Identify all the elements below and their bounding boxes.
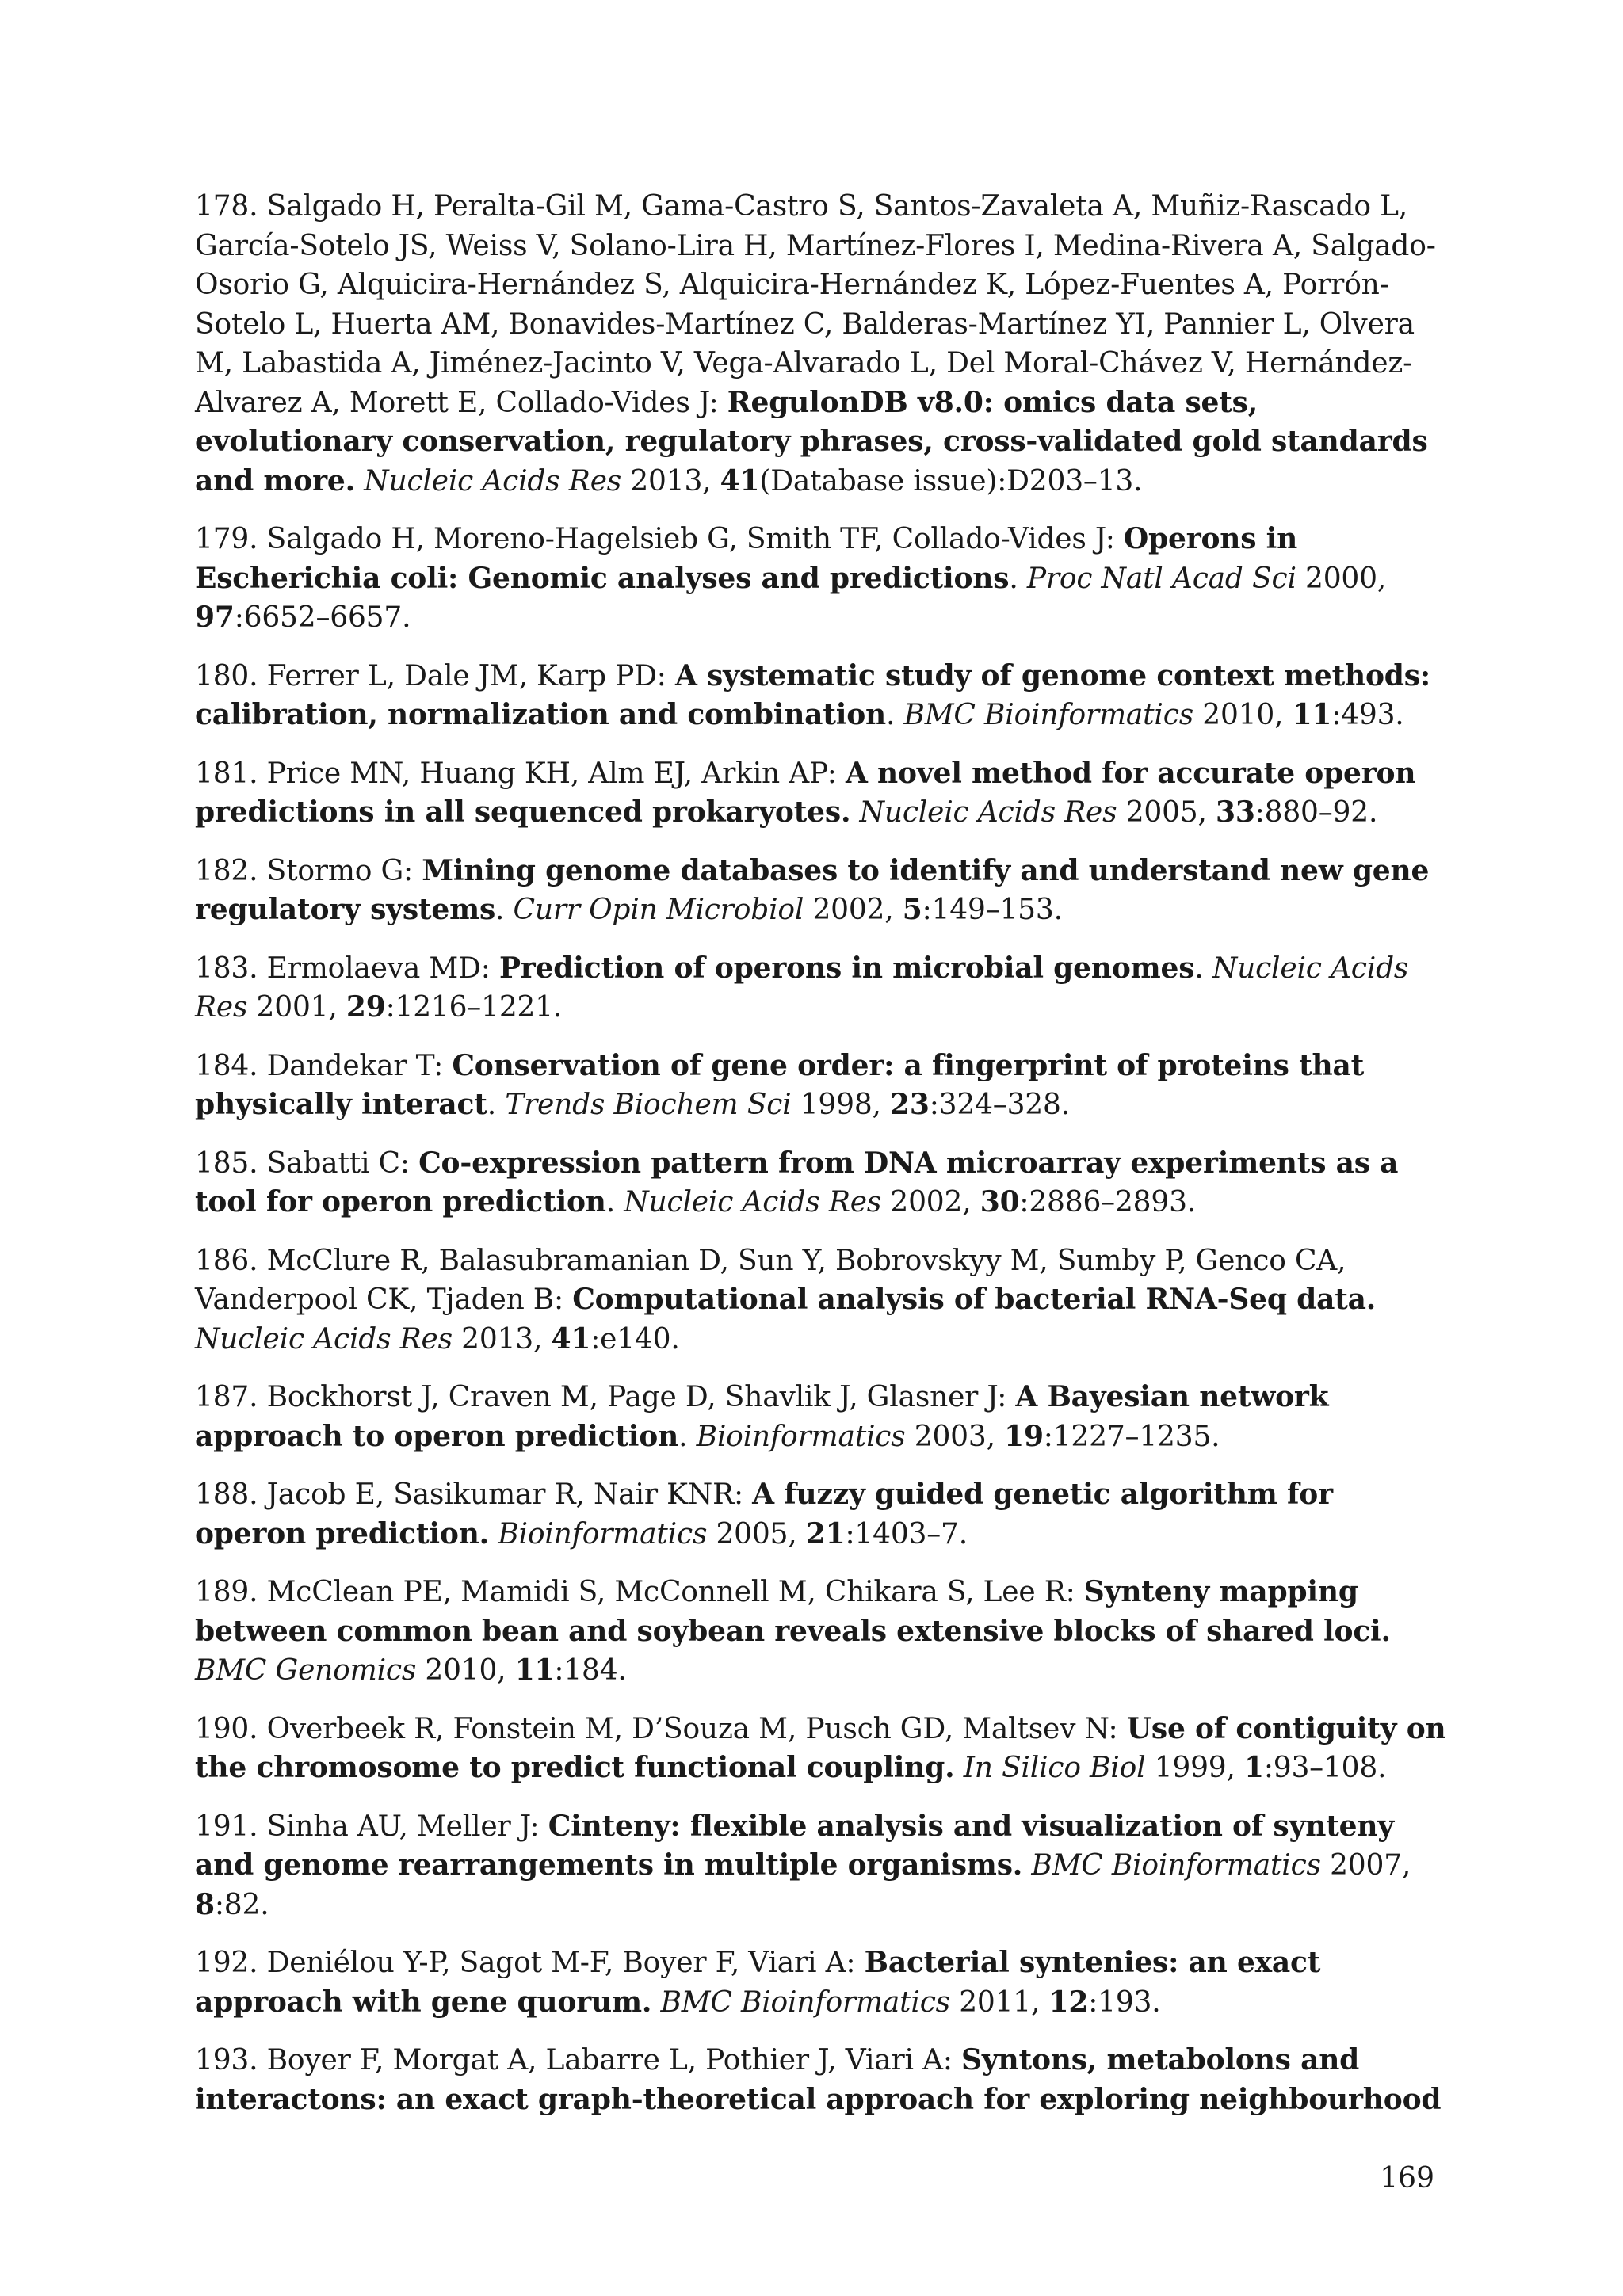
reference-journal: BMC Bioinformatics (660, 1985, 950, 2019)
reference-volume: 41 (720, 463, 760, 498)
reference-authors: McClure R, Balasubramanian D, Sun Y, Bobrovskyy M, Sumby P, Genco CA, Vanderpool CK, Tjaden B: (195, 1244, 1346, 1316)
reference-number: 187. (195, 1381, 258, 1413)
reference-number: 186. (195, 1244, 258, 1277)
reference-journal: Nucleic Acids Res (195, 1322, 453, 1356)
reference-number: 184. (195, 1049, 258, 1082)
reference-entry (195, 520, 1447, 638)
reference-volume: 11 (514, 1653, 555, 1687)
reference-authors: Price MN, Huang KH, Alm EJ, Arkin AP: (266, 757, 846, 790)
reference-journal: BMC Bioinformatics (1031, 1849, 1321, 1882)
reference-authors: Overbeek R, Fonstein M, D’Souza M, Pusch GD, Maltsev N: (266, 1712, 1127, 1745)
reference-journal: Nucleic Acids Res (624, 1186, 882, 1219)
reference-authors: Ferrer L, Dale JM, Karp PD: (266, 659, 675, 692)
reference-separator (355, 465, 364, 498)
reference-title: Operons in Escherichia coli: Genomic analyses and predictions (195, 522, 1298, 595)
page-number: 169 (1380, 2162, 1434, 2195)
reference-title: Mining genome databases to identify and understand new gene regulatory systems (195, 853, 1430, 926)
reference-entry (195, 1378, 1447, 1456)
reference-pages: :1403–7. (845, 1517, 968, 1550)
reference-journal: Bioinformatics (696, 1420, 906, 1453)
reference-year: 1998, (791, 1089, 891, 1121)
reference-number: 190. (195, 1712, 258, 1745)
reference-number: 192. (195, 1947, 258, 1979)
reference-pages: :1227–1235. (1043, 1420, 1220, 1453)
reference-entry (195, 657, 1447, 735)
reference-volume: 12 (1048, 1985, 1089, 2019)
reference-journal: BMC Bioinformatics (903, 699, 1193, 731)
reference-pages: :184. (554, 1654, 627, 1687)
reference-number: 182. (195, 854, 258, 887)
reference-volume: 30 (980, 1185, 1020, 1219)
reference-authors: Sabatti C: (266, 1146, 419, 1180)
reference-pages: :880–92. (1254, 796, 1378, 829)
reference-pages: :93–108. (1263, 1752, 1387, 1784)
reference-entry (195, 2041, 1447, 2119)
reference-number: 193. (195, 2044, 258, 2077)
reference-title: A fuzzy guided genetic algorithm for operon prediction. (195, 1478, 1333, 1550)
reference-entry (195, 754, 1447, 833)
reference-entry (195, 1710, 1447, 1788)
reference-volume: 21 (805, 1516, 846, 1550)
reference-title: Use of contiguity on the chromosome to predict functional coupling. (195, 1711, 1446, 1784)
reference-entry (195, 949, 1447, 1028)
reference-authors: Bockhorst J, Craven M, Page D, Shavlik J, Glasner J: (266, 1381, 1016, 1413)
reference-year: 1999, (1145, 1752, 1244, 1784)
reference-authors: Jacob E, Sasikumar R, Nair KNR: (266, 1478, 753, 1511)
reference-journal: Trends Biochem Sci (505, 1089, 792, 1121)
reference-entry (195, 1573, 1447, 1691)
reference-year: 2013, (621, 464, 720, 498)
reference-journal: Nucleic Acids Res (859, 796, 1117, 829)
reference-year: 2001, (247, 991, 346, 1024)
reference-pages: :e140. (590, 1322, 680, 1356)
reference-volume: 41 (551, 1322, 591, 1356)
reference-entry (195, 1047, 1447, 1125)
reference-year: 2002, (804, 894, 903, 926)
reference-volume: 19 (1004, 1419, 1044, 1453)
reference-volume: 97 (195, 601, 235, 634)
reference-pages: :82. (214, 1888, 269, 1921)
reference-number: 183. (195, 952, 258, 985)
reference-title: Synteny mapping between common bean and soybean reveals extensive blocks of shared loci. (195, 1575, 1391, 1648)
reference-volume: 5 (902, 893, 922, 926)
reference-volume: 11 (1292, 698, 1332, 731)
reference-title: A Bayesian network approach to operon prediction (195, 1380, 1329, 1453)
reference-title: Cinteny: flexible analysis and visualization of synteny and genome rearrangements in multiple organisms. (195, 1809, 1395, 1882)
reference-pages: :2886–2893. (1019, 1186, 1197, 1219)
reference-separator: . (605, 1186, 624, 1219)
reference-title: Conservation of gene order: a fingerprint of proteins that physically interact (195, 1048, 1365, 1121)
reference-journal: Nucleic Acids Res (195, 952, 1409, 1024)
reference-authors: Deniélou Y-P, Sagot M-F, Boyer F, Viari A: (266, 1947, 865, 1979)
reference-pages: :493. (1331, 699, 1404, 731)
reference-separator: . (495, 894, 514, 926)
reference-year: 2013, (452, 1322, 552, 1356)
reference-number: 189. (195, 1576, 258, 1608)
reference-journal: Proc Natl Acad Sci (1026, 562, 1296, 595)
reference-authors: Stormo G: (266, 854, 422, 887)
reference-separator: . (1194, 952, 1212, 985)
reference-entry (195, 1475, 1447, 1554)
reference-separator: . (886, 699, 904, 731)
reference-pages: :193. (1088, 1985, 1161, 2019)
reference-authors: Ermolaeva MD: (266, 952, 499, 985)
reference-journal: Nucleic Acids Res (364, 464, 622, 498)
reference-year: 2011, (949, 1985, 1049, 2019)
reference-pages: :6652–6657. (234, 601, 411, 634)
reference-entry (195, 1943, 1447, 2022)
reference-entry (195, 187, 1447, 501)
reference-list (195, 187, 1447, 2138)
reference-pages: :1216–1221. (385, 991, 563, 1024)
reference-volume: 1 (1243, 1751, 1264, 1784)
reference-title: Computational analysis of bacterial RNA-Seq data. (572, 1283, 1377, 1316)
reference-title: RegulonDB v8.0: omics data sets, evolutionary conservation, regulatory phrases, cross-validated gold standards and more. (195, 385, 1428, 498)
reference-number: 188. (195, 1478, 258, 1511)
reference-title: Bacterial syntenies: an exact approach with gene quorum. (195, 1946, 1321, 2019)
reference-journal: Bioinformatics (498, 1517, 708, 1550)
reference-pages: :149–153. (922, 894, 1063, 926)
reference-volume: 8 (195, 1887, 215, 1921)
reference-separator: . (678, 1420, 697, 1453)
reference-year: 2005, (1117, 796, 1216, 829)
reference-journal: Curr Opin Microbiol (513, 894, 804, 926)
reference-entry (195, 1144, 1447, 1222)
reference-separator (1022, 1849, 1031, 1882)
reference-journal: In Silico Biol (963, 1752, 1146, 1784)
reference-separator (651, 1986, 660, 2019)
reference-year: 2005, (707, 1517, 806, 1550)
reference-authors: Dandekar T: (266, 1049, 453, 1082)
reference-volume: 29 (346, 990, 386, 1024)
reference-pages: (Database issue):D203–13. (759, 464, 1143, 498)
reference-number: 185. (195, 1146, 258, 1180)
reference-year: 2010, (416, 1654, 515, 1687)
reference-title: A systematic study of genome context methods: calibration, normalization and combination (195, 658, 1430, 731)
reference-number: 178. (195, 190, 258, 223)
reference-entry (195, 1241, 1447, 1360)
reference-authors: Salgado H, Peralta-Gil M, Gama-Castro S, Santos-Zavaleta A, Muñiz-Rascado L, García-Sotelo JS, Weiss V, Solano-Lira H, Martínez-Flores I, Medina-Rivera A, Salgado-Osorio G, Alquicira-Hernández S, Alquicira-Hernández K, López-Fuentes A, Porrón-Sotelo L, Huerta AM, Bonavides-Martínez C, Balderas-Martínez YI, Pannier L, Olvera M, Labastida A, Jiménez-Jacinto V, Vega-Alvarado L, Del Moral-Chávez V, Hernández-Alvarez A, Morett E, Collado-Vides J: (195, 190, 1436, 419)
reference-separator (954, 1752, 963, 1784)
reference-number: 179. (195, 523, 258, 555)
reference-volume: 33 (1216, 795, 1255, 829)
reference-authors: McClean PE, Mamidi S, McConnell M, Chikara S, Lee R: (266, 1576, 1084, 1608)
reference-year: 2003, (905, 1420, 1005, 1453)
reference-separator (850, 796, 859, 829)
reference-title: Co-expression pattern from DNA microarray experiments as a tool for operon prediction (195, 1146, 1399, 1219)
reference-year: 2007, (1320, 1849, 1411, 1882)
reference-separator: . (487, 1089, 506, 1121)
reference-title: Prediction of operons in microbial genomes (498, 951, 1195, 985)
reference-title: Syntons, metabolons and interactons: an exact graph-theoretical approach for exploring neighbourhood (195, 2043, 1442, 2116)
reference-authors: Boyer F, Morgat A, Labarre L, Pothier J, Viari A: (266, 2044, 962, 2077)
reference-year: 2000, (1296, 562, 1387, 595)
reference-journal: BMC Genomics (195, 1654, 417, 1687)
reference-number: 181. (195, 757, 258, 790)
reference-pages: :324–328. (929, 1089, 1070, 1121)
reference-number: 191. (195, 1810, 258, 1843)
reference-entry (195, 1807, 1447, 1925)
reference-authors: Sinha AU, Meller J: (266, 1810, 548, 1843)
reference-entry (195, 852, 1447, 930)
reference-title: A novel method for accurate operon predictions in all sequenced prokaryotes. (195, 756, 1416, 829)
reference-year: 2002, (881, 1186, 980, 1219)
reference-authors: Salgado H, Moreno-Hagelsieb G, Smith TF, Collado-Vides J: (266, 523, 1124, 555)
reference-number: 180. (195, 659, 258, 692)
reference-separator (489, 1518, 498, 1550)
reference-year: 2010, (1193, 699, 1293, 731)
reference-volume: 23 (890, 1088, 930, 1121)
reference-separator: . (1009, 562, 1027, 595)
